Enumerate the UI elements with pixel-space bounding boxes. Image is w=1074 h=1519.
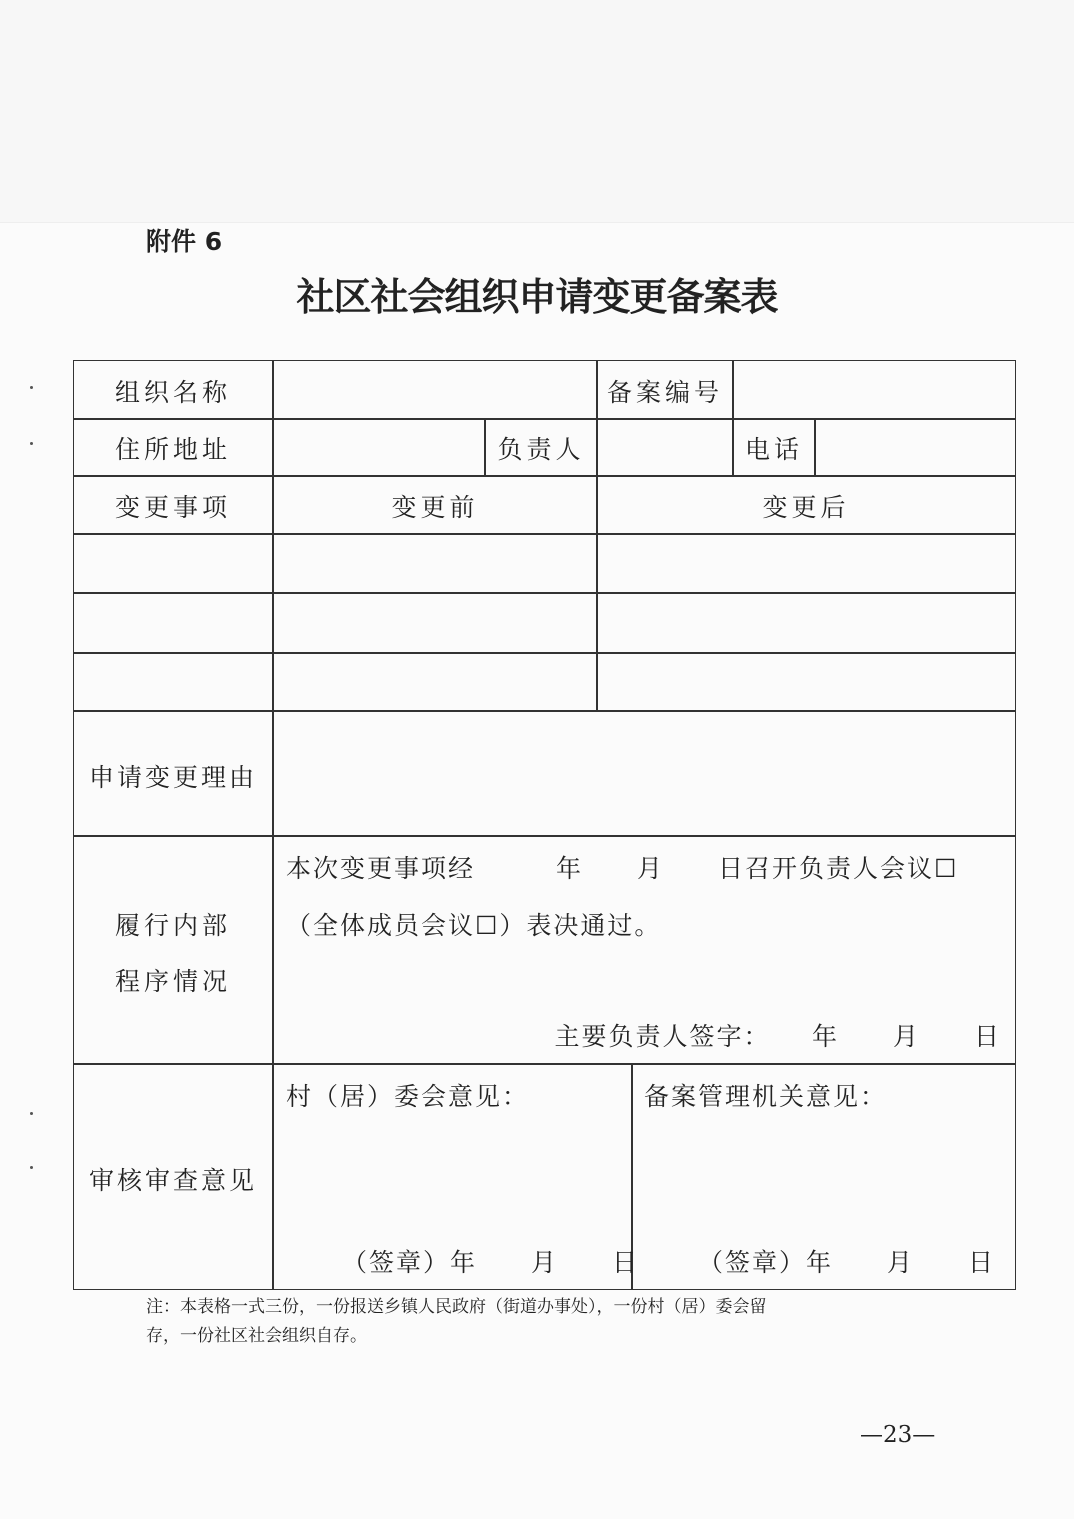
agency-opinion-label: 备案管理机关意见： [644,1082,888,1111]
procedure-text-line1: 本次变更事项经 年 月 日召开负责人会议☐ [286,854,959,883]
change-item-field[interactable] [74,535,272,592]
village-seal-date: （签章）年 月 日 [342,1248,640,1277]
procedure-label-line2: 程序情况 [114,967,231,996]
change-item-label: 变更事项 [114,493,231,522]
form-title: 社区社会组织申请变更备案表 [296,274,778,319]
reason-label: 申请变更理由 [88,763,257,792]
person-in-charge-label: 负责人 [497,435,585,464]
change-item-field[interactable] [74,594,272,652]
change-item-field[interactable] [74,654,272,710]
scan-dot [30,1112,33,1115]
procedure-text-line2: （全体成员会议☐）表决通过。 [286,911,662,940]
procedure-label-line1: 履行内部 [114,911,231,940]
footnote-line1: 注：本表格一式三份，一份报送乡镇人民政府（街道办事处），一份村（居）委会留 [146,1297,767,1317]
person-in-charge-field[interactable] [598,418,732,475]
org-name-field[interactable] [274,361,596,418]
page-number: —23— [860,1422,936,1448]
footnote [146,1293,966,1351]
scan-dot [30,386,33,389]
record-no-field[interactable] [734,361,1014,418]
phone-field[interactable] [816,418,1014,475]
after-value-field[interactable] [598,654,1014,710]
reason-field[interactable] [274,712,1014,835]
footnote-line2: 存，一份社区社会组织自存。 [146,1326,367,1346]
after-value-field[interactable] [598,594,1014,652]
before-value-field[interactable] [274,594,596,652]
before-value-field[interactable] [274,654,596,710]
row-divider [74,1063,1015,1065]
procedure-signature: 主要负责人签字： 年 月 日 [554,1022,1001,1051]
village-opinion-label: 村（居）委会意见： [286,1082,530,1111]
before-value-field[interactable] [274,535,596,592]
address-label: 住所地址 [114,435,231,464]
phone-label: 电话 [744,435,803,464]
top-margin-band [0,0,1074,223]
org-name-label: 组织名称 [114,378,231,407]
after-change-label: 变更后 [762,493,850,522]
row-divider [74,475,1015,477]
record-form-table [73,360,1016,1290]
row-divider [74,835,1015,837]
review-label: 审核审查意见 [88,1166,257,1195]
scan-dot [30,1166,33,1169]
after-value-field[interactable] [598,535,1014,592]
attachment-label: 附件 6 [146,227,223,256]
agency-seal-date: （签章）年 月 日 [698,1248,996,1277]
before-change-label: 变更前 [391,493,479,522]
record-no-label: 备案编号 [606,378,723,407]
scan-dot [30,442,33,445]
address-field[interactable] [274,418,484,475]
